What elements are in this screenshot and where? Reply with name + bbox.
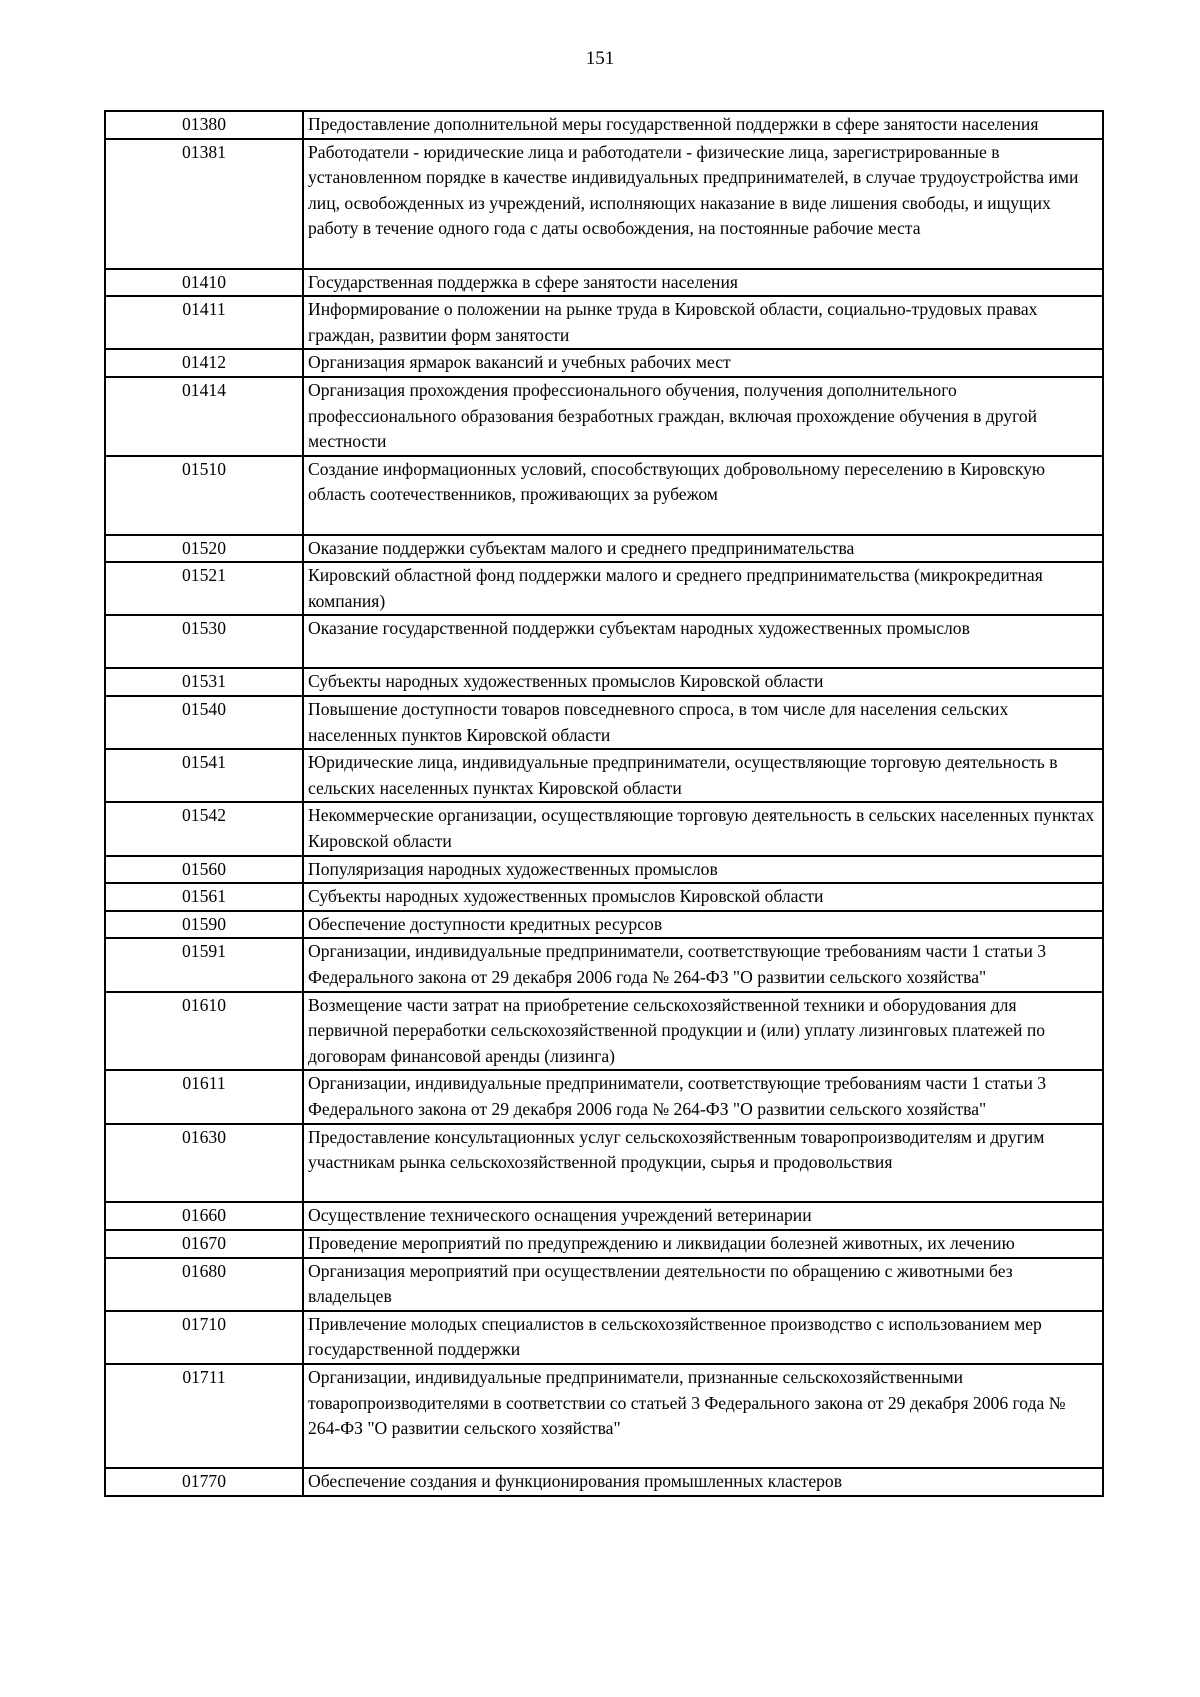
row-description: Субъекты народных художественных промыслов Кировской области — [303, 668, 1103, 696]
row-description: Предоставление дополнительной меры государственной поддержки в сфере занятости населения — [303, 111, 1103, 139]
row-description: Оказание поддержки субъектам малого и среднего предпринимательства — [303, 535, 1103, 563]
row-code: 01610 — [105, 992, 303, 1071]
row-code: 01710 — [105, 1311, 303, 1364]
table-row — [105, 1230, 1103, 1258]
row-description: Юридические лица, индивидуальные предприниматели, осуществляющие торговую деятельность в сельских населенных пунктах Кировской области — [303, 749, 1103, 802]
table-row — [105, 139, 1103, 269]
table-row — [105, 1124, 1103, 1203]
row-description: Субъекты народных художественных промыслов Кировской области — [303, 883, 1103, 911]
table-row — [105, 349, 1103, 377]
row-code: 01540 — [105, 696, 303, 749]
table-row — [105, 1202, 1103, 1230]
row-code: 01590 — [105, 911, 303, 939]
row-description: Оказание государственной поддержки субъектам народных художественных промыслов — [303, 615, 1103, 668]
row-code: 01410 — [105, 269, 303, 297]
row-code: 01411 — [105, 296, 303, 349]
row-description: Создание информационных условий, способствующих добровольному переселению в Кировскую область соотечественников, проживающих за рубежом — [303, 456, 1103, 535]
table-row — [105, 1468, 1103, 1496]
row-description: Организация прохождения профессионального обучения, получения дополнительного профессионального образования безработных граждан, включая прохождение обучения в другой местности — [303, 377, 1103, 456]
row-code: 01560 — [105, 856, 303, 884]
row-code: 01531 — [105, 668, 303, 696]
table-row — [105, 615, 1103, 668]
table-row — [105, 696, 1103, 749]
classification-table — [104, 110, 1104, 1497]
row-description: Повышение доступности товаров повседневного спроса, в том числе для населения сельских населенных пунктов Кировской области — [303, 696, 1103, 749]
classification-table-body — [105, 111, 1103, 1496]
table-row — [105, 856, 1103, 884]
table-row — [105, 911, 1103, 939]
table-row — [105, 377, 1103, 456]
row-code: 01521 — [105, 562, 303, 615]
row-description: Организация ярмарок вакансий и учебных рабочих мест — [303, 349, 1103, 377]
row-code: 01660 — [105, 1202, 303, 1230]
row-code: 01591 — [105, 938, 303, 991]
table-row — [105, 883, 1103, 911]
table-row — [105, 1258, 1103, 1311]
table-row — [105, 456, 1103, 535]
table-row — [105, 749, 1103, 802]
row-description: Обеспечение создания и функционирования промышленных кластеров — [303, 1468, 1103, 1496]
row-code: 01770 — [105, 1468, 303, 1496]
row-code: 01510 — [105, 456, 303, 535]
row-description: Возмещение части затрат на приобретение сельскохозяйственной техники и оборудования для первичной переработки сельскохозяйственной продукции и (или) уплату лизинговых платежей по договорам финансовой аренды (лизинга) — [303, 992, 1103, 1071]
row-description: Организации, индивидуальные предприниматели, признанные сельскохозяйственными товаропроизводителями в соответствии со статьей 3 Федерального закона от 29 декабря 2006 года № 264-ФЗ "О развитии сельского хозяйства" — [303, 1364, 1103, 1468]
row-code: 01680 — [105, 1258, 303, 1311]
row-code: 01381 — [105, 139, 303, 269]
table-row — [105, 269, 1103, 297]
row-code: 01530 — [105, 615, 303, 668]
table-row — [105, 535, 1103, 563]
table-row — [105, 111, 1103, 139]
table-row — [105, 296, 1103, 349]
row-code: 01711 — [105, 1364, 303, 1468]
row-description: Привлечение молодых специалистов в сельскохозяйственное производство с использованием мер государственной поддержки — [303, 1311, 1103, 1364]
row-code: 01380 — [105, 111, 303, 139]
table-row — [105, 1311, 1103, 1364]
row-description: Проведение мероприятий по предупреждению и ликвидации болезней животных, их лечению — [303, 1230, 1103, 1258]
row-description: Обеспечение доступности кредитных ресурсов — [303, 911, 1103, 939]
row-code: 01541 — [105, 749, 303, 802]
row-code: 01542 — [105, 802, 303, 855]
row-code: 01630 — [105, 1124, 303, 1203]
table-row — [105, 668, 1103, 696]
table-row — [105, 1070, 1103, 1123]
row-description: Предоставление консультационных услуг сельскохозяйственным товаропроизводителям и другим участникам рынка сельскохозяйственной продукции, сырья и продовольствия — [303, 1124, 1103, 1203]
row-description: Кировский областной фонд поддержки малого и среднего предпринимательства (микрокредитная компания) — [303, 562, 1103, 615]
row-description: Некоммерческие организации, осуществляющие торговую деятельность в сельских населенных пунктах Кировской области — [303, 802, 1103, 855]
row-description: Информирование о положении на рынке труда в Кировской области, социально-трудовых правах граждан, развитии форм занятости — [303, 296, 1103, 349]
table-row — [105, 562, 1103, 615]
row-description: Популяризация народных художественных промыслов — [303, 856, 1103, 884]
row-code: 01611 — [105, 1070, 303, 1123]
row-description: Организации, индивидуальные предприниматели, соответствующие требованиям части 1 статьи 3 Федерального закона от 29 декабря 2006 года № 264-ФЗ "О развитии сельского хозяйства" — [303, 938, 1103, 991]
table-row — [105, 1364, 1103, 1468]
row-code: 01520 — [105, 535, 303, 563]
row-description: Организации, индивидуальные предприниматели, соответствующие требованиям части 1 статьи 3 Федерального закона от 29 декабря 2006 года № 264-ФЗ "О развитии сельского хозяйства" — [303, 1070, 1103, 1123]
row-description: Государственная поддержка в сфере занятости населения — [303, 269, 1103, 297]
row-description: Работодатели - юридические лица и работодатели - физические лица, зарегистрированные в установленном порядке в качестве индивидуальных предпринимателей, в случае трудоустройства ими лиц, освобожденных из учреждений, исполняющих наказание в виде лишения свободы, и ищущих работу в течение одного года с даты освобождения, на постоянные рабочие места — [303, 139, 1103, 269]
row-code: 01561 — [105, 883, 303, 911]
row-code: 01412 — [105, 349, 303, 377]
row-code: 01670 — [105, 1230, 303, 1258]
row-description: Организация мероприятий при осуществлении деятельности по обращению с животными без владельцев — [303, 1258, 1103, 1311]
table-row — [105, 938, 1103, 991]
table-row — [105, 992, 1103, 1071]
row-code: 01414 — [105, 377, 303, 456]
table-row — [105, 802, 1103, 855]
page-number: 151 — [585, 48, 615, 69]
row-description: Осуществление технического оснащения учреждений ветеринарии — [303, 1202, 1103, 1230]
